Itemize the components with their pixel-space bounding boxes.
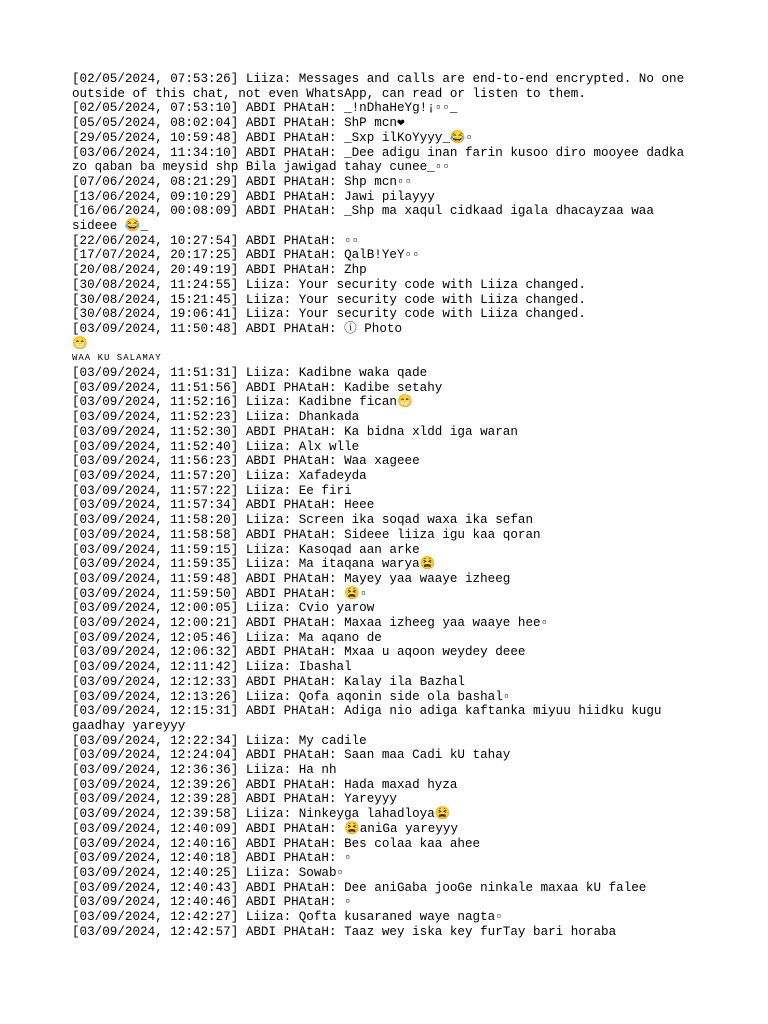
chat-line: [03/09/2024, 11:59:48] ABDI PHAtaH: Mayey yaa waaye izheeg	[72, 571, 511, 586]
chat-line: [03/09/2024, 11:56:23] ABDI PHAtaH: Waa xageee	[72, 454, 420, 469]
chat-line: [03/09/2024, 12:40:25] Liiza: Sowab▫	[72, 865, 345, 880]
chat-line: WAA KU SALAMAY	[72, 353, 162, 364]
chat-line: [03/09/2024, 12:00:21] ABDI PHAtaH: Maxaa izheeg yaa waaye hee▫	[72, 616, 549, 631]
chat-line: [03/09/2024, 12:40:46] ABDI PHAtaH: ▫	[72, 895, 352, 910]
chat-line: [03/09/2024, 12:24:04] ABDI PHAtaH: Saan maa Cadi kU tahay	[72, 748, 511, 763]
chat-line: [03/09/2024, 11:57:34] ABDI PHAtaH: Heee	[72, 498, 375, 513]
chat-line: [03/09/2024, 11:52:40] Liiza: Alx wlle	[72, 439, 360, 454]
chat-line: [07/06/2024, 08:21:29] ABDI PHAtaH: Shp mcn▫▫	[72, 174, 413, 189]
chat-line: [17/07/2024, 20:17:25] ABDI PHAtaH: QalB!YeY▫▫	[72, 248, 420, 263]
chat-export-page	[72, 72, 702, 939]
chat-line: [03/09/2024, 12:15:31] ABDI PHAtaH: Adiga nio adiga kaftanka miyuu hiidku kugu gaadhay yareyyy	[72, 704, 670, 733]
chat-line: [03/09/2024, 12:42:57] ABDI PHAtaH: Taaz wey iska key furTay bari horaba	[72, 924, 617, 939]
chat-line: [03/09/2024, 11:51:31] Liiza: Kadibne waka qade	[72, 366, 428, 381]
chat-line: [30/08/2024, 19:06:41] Liiza: Your security code with Liiza changed.	[72, 307, 586, 322]
chat-line: [03/09/2024, 12:39:58] Liiza: Ninkeyga lahadloya😫	[72, 807, 451, 822]
chat-line: [03/06/2024, 11:34:10] ABDI PHAtaH: _Dee adigu inan farin kusoo diro mooyee dadka zo qaban ba meysid shp Bila jawigad tahay cunee_▫▫	[72, 145, 692, 175]
chat-line: [03/09/2024, 12:13:26] Liiza: Qofa aqonin side ola bashal▫	[72, 689, 511, 704]
chat-line: [20/08/2024, 20:49:19] ABDI PHAtaH: Zhp	[72, 263, 367, 278]
chat-line: [03/09/2024, 12:39:28] ABDI PHAtaH: Yareyyy	[72, 792, 397, 807]
chat-line: [03/09/2024, 11:50:48] ABDI PHAtaH: ⓘ Photo	[72, 321, 403, 336]
chat-line: [03/09/2024, 12:11:42] Liiza: Ibashal	[72, 660, 352, 675]
chat-line: [03/09/2024, 12:40:18] ABDI PHAtaH: ▫	[72, 851, 352, 866]
chat-line: [03/09/2024, 12:36:36] Liiza: Ha nh	[72, 763, 337, 778]
chat-line: [02/05/2024, 07:53:10] ABDI PHAtaH: _!nDhaHeYg!¡▫▫_	[72, 101, 458, 116]
chat-line: [30/08/2024, 15:21:45] Liiza: Your security code with Liiza changed.	[72, 292, 586, 307]
chat-line: [03/09/2024, 11:59:50] ABDI PHAtaH: 😫▫	[72, 586, 368, 601]
chat-line: [03/09/2024, 11:59:35] Liiza: Ma itaqana warya😫	[72, 557, 436, 572]
chat-line: [05/05/2024, 08:02:04] ABDI PHAtaH: ShP mcn❤	[72, 116, 405, 131]
chat-line: [29/05/2024, 10:59:48] ABDI PHAtaH: _Sxp ilKoYyyy_😂▫	[72, 130, 474, 145]
chat-line: [03/09/2024, 11:57:22] Liiza: Ee firi	[72, 483, 352, 498]
chat-line: [03/09/2024, 12:42:27] Liiza: Qofta kusaraned waye nagta▫	[72, 910, 503, 925]
chat-line: [22/06/2024, 10:27:54] ABDI PHAtaH: ▫▫	[72, 233, 360, 248]
chat-line: [03/09/2024, 12:40:16] ABDI PHAtaH: Bes colaa kaa ahee	[72, 836, 481, 851]
chat-line: [16/06/2024, 00:08:09] ABDI PHAtaH: _Shp ma xaqul cidkaad igala dhacayzaa waa sideee 😂_	[72, 204, 662, 234]
chat-line: [03/09/2024, 11:51:56] ABDI PHAtaH: Kadibe setahy	[72, 380, 443, 395]
chat-line: [03/09/2024, 11:52:16] Liiza: Kadibne fican😁	[72, 395, 413, 410]
chat-line: [03/09/2024, 12:00:05] Liiza: Cvio yarow	[72, 601, 375, 616]
chat-line: [03/09/2024, 11:52:23] Liiza: Dhankada	[72, 410, 360, 425]
chat-line: [03/09/2024, 11:52:30] ABDI PHAtaH: Ka bidna xldd iga waran	[72, 424, 518, 439]
chat-line: [03/09/2024, 12:05:46] Liiza: Ma aqano de	[72, 630, 382, 645]
chat-line: [03/09/2024, 12:40:43] ABDI PHAtaH: Dee aniGaba jooGe ninkale maxaa kU falee	[72, 880, 647, 895]
chat-line: [13/06/2024, 09:10:29] ABDI PHAtaH: Jawi pilayyy	[72, 189, 435, 204]
chat-line: [03/09/2024, 11:58:20] Liiza: Screen ika soqad waxa ika sefan	[72, 513, 534, 528]
chat-line: [03/09/2024, 12:06:32] ABDI PHAtaH: Mxaa u aqoon weydey deee	[72, 645, 526, 660]
chat-line: [03/09/2024, 11:58:58] ABDI PHAtaH: Sideee liiza igu kaa qoran	[72, 527, 541, 542]
chat-line: [03/09/2024, 11:57:20] Liiza: Xafadeyda	[72, 468, 367, 483]
chat-line: [03/09/2024, 12:22:34] Liiza: My cadile	[72, 733, 367, 748]
chat-line: [30/08/2024, 11:24:55] Liiza: Your security code with Liiza changed.	[72, 277, 586, 292]
chat-line: [03/09/2024, 12:12:33] ABDI PHAtaH: Kalay ila Bazhal	[72, 674, 465, 689]
chat-line: [03/09/2024, 12:39:26] ABDI PHAtaH: Hada maxad hyza	[72, 777, 458, 792]
chat-line: 😁	[72, 336, 88, 351]
chat-line: [03/09/2024, 12:40:09] ABDI PHAtaH: 😫aniGa yareyyy	[72, 821, 458, 836]
chat-line: [02/05/2024, 07:53:26] Liiza: Messages and calls are end-to-end encrypted. No one outside of this chat, not even WhatsApp, can read or listen to them.	[72, 72, 692, 101]
chat-line: [03/09/2024, 11:59:15] Liiza: Kasoqad aan arke	[72, 542, 420, 557]
